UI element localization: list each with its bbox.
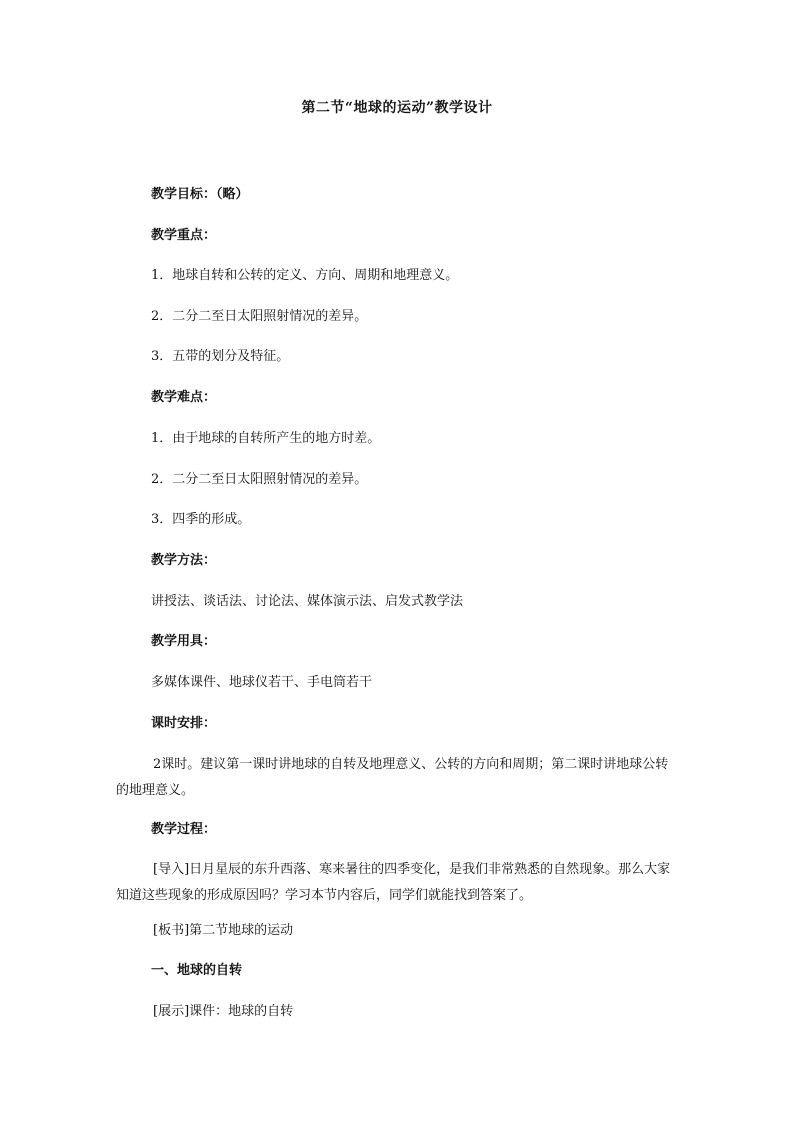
methods-heading: 教学方法： [151, 553, 217, 568]
subheading-rotation: 一、地球的自转 [151, 963, 243, 978]
methods-text: 讲授法、谈话法、讨论法、媒体演示法、启发式教学法 [151, 594, 464, 609]
page-title: 第二节“地球的运动”教学设计 [301, 100, 493, 116]
difficulty-item: 2．二分二至日太阳照射情况的差异。 [151, 472, 368, 487]
process-intro: [导入]日月星辰的东升西落、寒来暑往的四季变化，是我们非常熟悉的自然现象。那么大家知道这些现象的形成原因吗？学习本节内容后，同学们就能找到答案了。 [116, 862, 671, 903]
process-heading: 教学过程： [151, 822, 217, 837]
difficulty-item: 1．由于地球的自转所产生的地方时差。 [151, 431, 381, 446]
schedule-heading: 课时安排： [151, 716, 217, 731]
board-note: [板书]第二节地球的运动 [153, 923, 294, 938]
objectives-heading: 教学目标：（略） [151, 187, 249, 202]
schedule-text: 2课时。建议第一课时讲地球的自转及地理意义、公转的方向和周期；第二课时讲地球公转的地理意义。 [116, 757, 669, 798]
difficulties-heading: 教学难点： [151, 390, 217, 405]
key-point-item: 2．二分二至日太阳照射情况的差异。 [151, 309, 368, 324]
tools-text: 多媒体课件、地球仪若干、手电筒若干 [151, 675, 373, 690]
key-point-item: 1．地球自转和公转的定义、方向、周期和地理意义。 [151, 268, 459, 283]
key-points-heading: 教学重点： [151, 228, 217, 243]
key-point-item: 3．五带的划分及特征。 [151, 349, 290, 364]
display-note: [展示]课件：地球的自转 [153, 1004, 294, 1019]
difficulty-item: 3．四季的形成。 [151, 512, 251, 527]
tools-heading: 教学用具： [151, 634, 217, 649]
